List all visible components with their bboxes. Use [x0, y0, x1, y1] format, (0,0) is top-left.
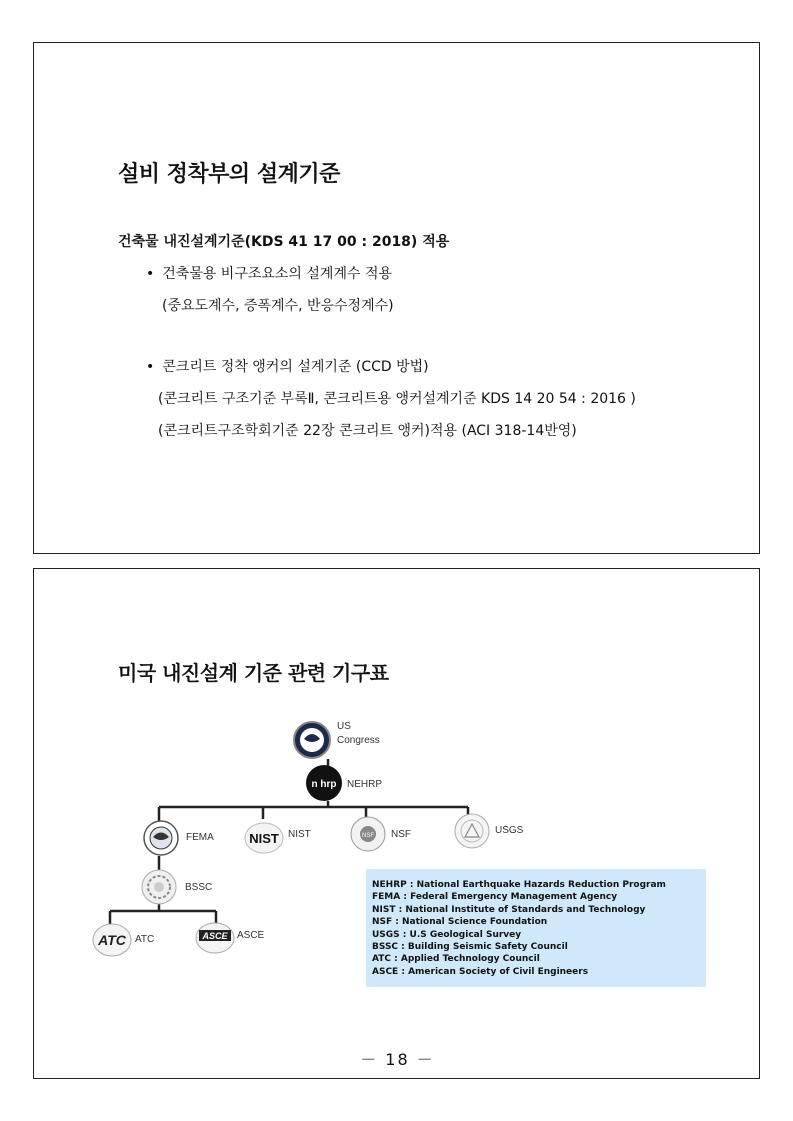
- legend-item-nist: NIST : National Institute of Standards and Technology: [372, 904, 646, 915]
- nsf-logo-icon: [351, 817, 385, 851]
- asce-logo-icon: [196, 923, 234, 953]
- org-chart: [34, 569, 761, 1080]
- abbreviation-legend: [366, 869, 706, 987]
- bssc-logo-icon: [142, 870, 176, 904]
- asce-label: ASCE: [237, 930, 265, 941]
- legend-item-nehrp: NEHRP : National Earthquake Hazards Reduction Program: [372, 880, 666, 890]
- fema-seal-icon: [144, 821, 178, 855]
- nist-label: NIST: [288, 829, 311, 840]
- nist-logo-icon: [245, 823, 283, 853]
- slide-1: [33, 42, 760, 554]
- bullet-anchor-sub-1: (콘크리트 구조기준 부록Ⅱ, 콘크리트용 앵커설계기준 KDS 14 20 54 : 2016 ): [158, 391, 636, 407]
- usgs-seal-icon: [455, 814, 489, 848]
- legend-item-atc: ATC : Applied Technology Council: [372, 954, 540, 965]
- us-congress-label-2: Congress: [337, 735, 380, 746]
- svg-text:ATC: ATC: [98, 932, 126, 948]
- us-congress-seal-icon: [294, 722, 330, 758]
- bullet-anchor-sub-2: (콘크리트구조학회기준 22장 콘크리트 앵커)적용 (ACI 318-14반영): [158, 423, 577, 439]
- legend-item-asce: ASCE : American Society of Civil Engineers: [372, 966, 589, 977]
- legend-item-usgs: USGS : U.S Geological Survey: [372, 929, 522, 940]
- nsf-label: NSF: [391, 829, 411, 840]
- atc-logo-icon: [93, 924, 131, 956]
- legend-item-bssc: BSSC : Building Seismic Safety Council: [372, 942, 568, 953]
- svg-text:n hrp: n hrp: [311, 779, 337, 790]
- legend-item-fema: FEMA : Federal Emergency Management Agency: [372, 892, 618, 903]
- bullet-anchor: • 콘크리트 정착 앵커의 설계기준 (CCD 방법): [146, 356, 429, 376]
- nehrp-logo-icon: [306, 765, 342, 801]
- fema-label: FEMA: [186, 832, 214, 843]
- bullet-nonstructural-sub: (중요도계수, 증폭계수, 반응수정계수): [162, 298, 394, 314]
- atc-label: ATC: [135, 934, 155, 945]
- page-number: － 18 －: [360, 1050, 435, 1069]
- nehrp-label: NEHRP: [347, 779, 383, 790]
- slide-2: [33, 568, 760, 1079]
- bullet-nonstructural: • 건축물용 비구조요소의 설계계수 적용: [146, 263, 392, 283]
- us-congress-label-1: US: [337, 721, 351, 732]
- slide-1-title: 설비 정착부의 설계기준: [118, 162, 340, 187]
- svg-text:NIST: NIST: [249, 831, 279, 846]
- usgs-label: USGS: [495, 825, 524, 836]
- slide-2-title: 미국 내진설계 기준 관련 기구표: [118, 661, 389, 685]
- legend-item-nsf: NSF : National Science Foundation: [372, 917, 548, 928]
- svg-text:NSF: NSF: [362, 833, 374, 839]
- slide-1-subhead: 건축물 내진설계기준(KDS 41 17 00 : 2018) 적용: [118, 234, 450, 250]
- svg-text:ASCE: ASCE: [202, 931, 228, 941]
- bssc-label: BSSC: [185, 882, 213, 893]
